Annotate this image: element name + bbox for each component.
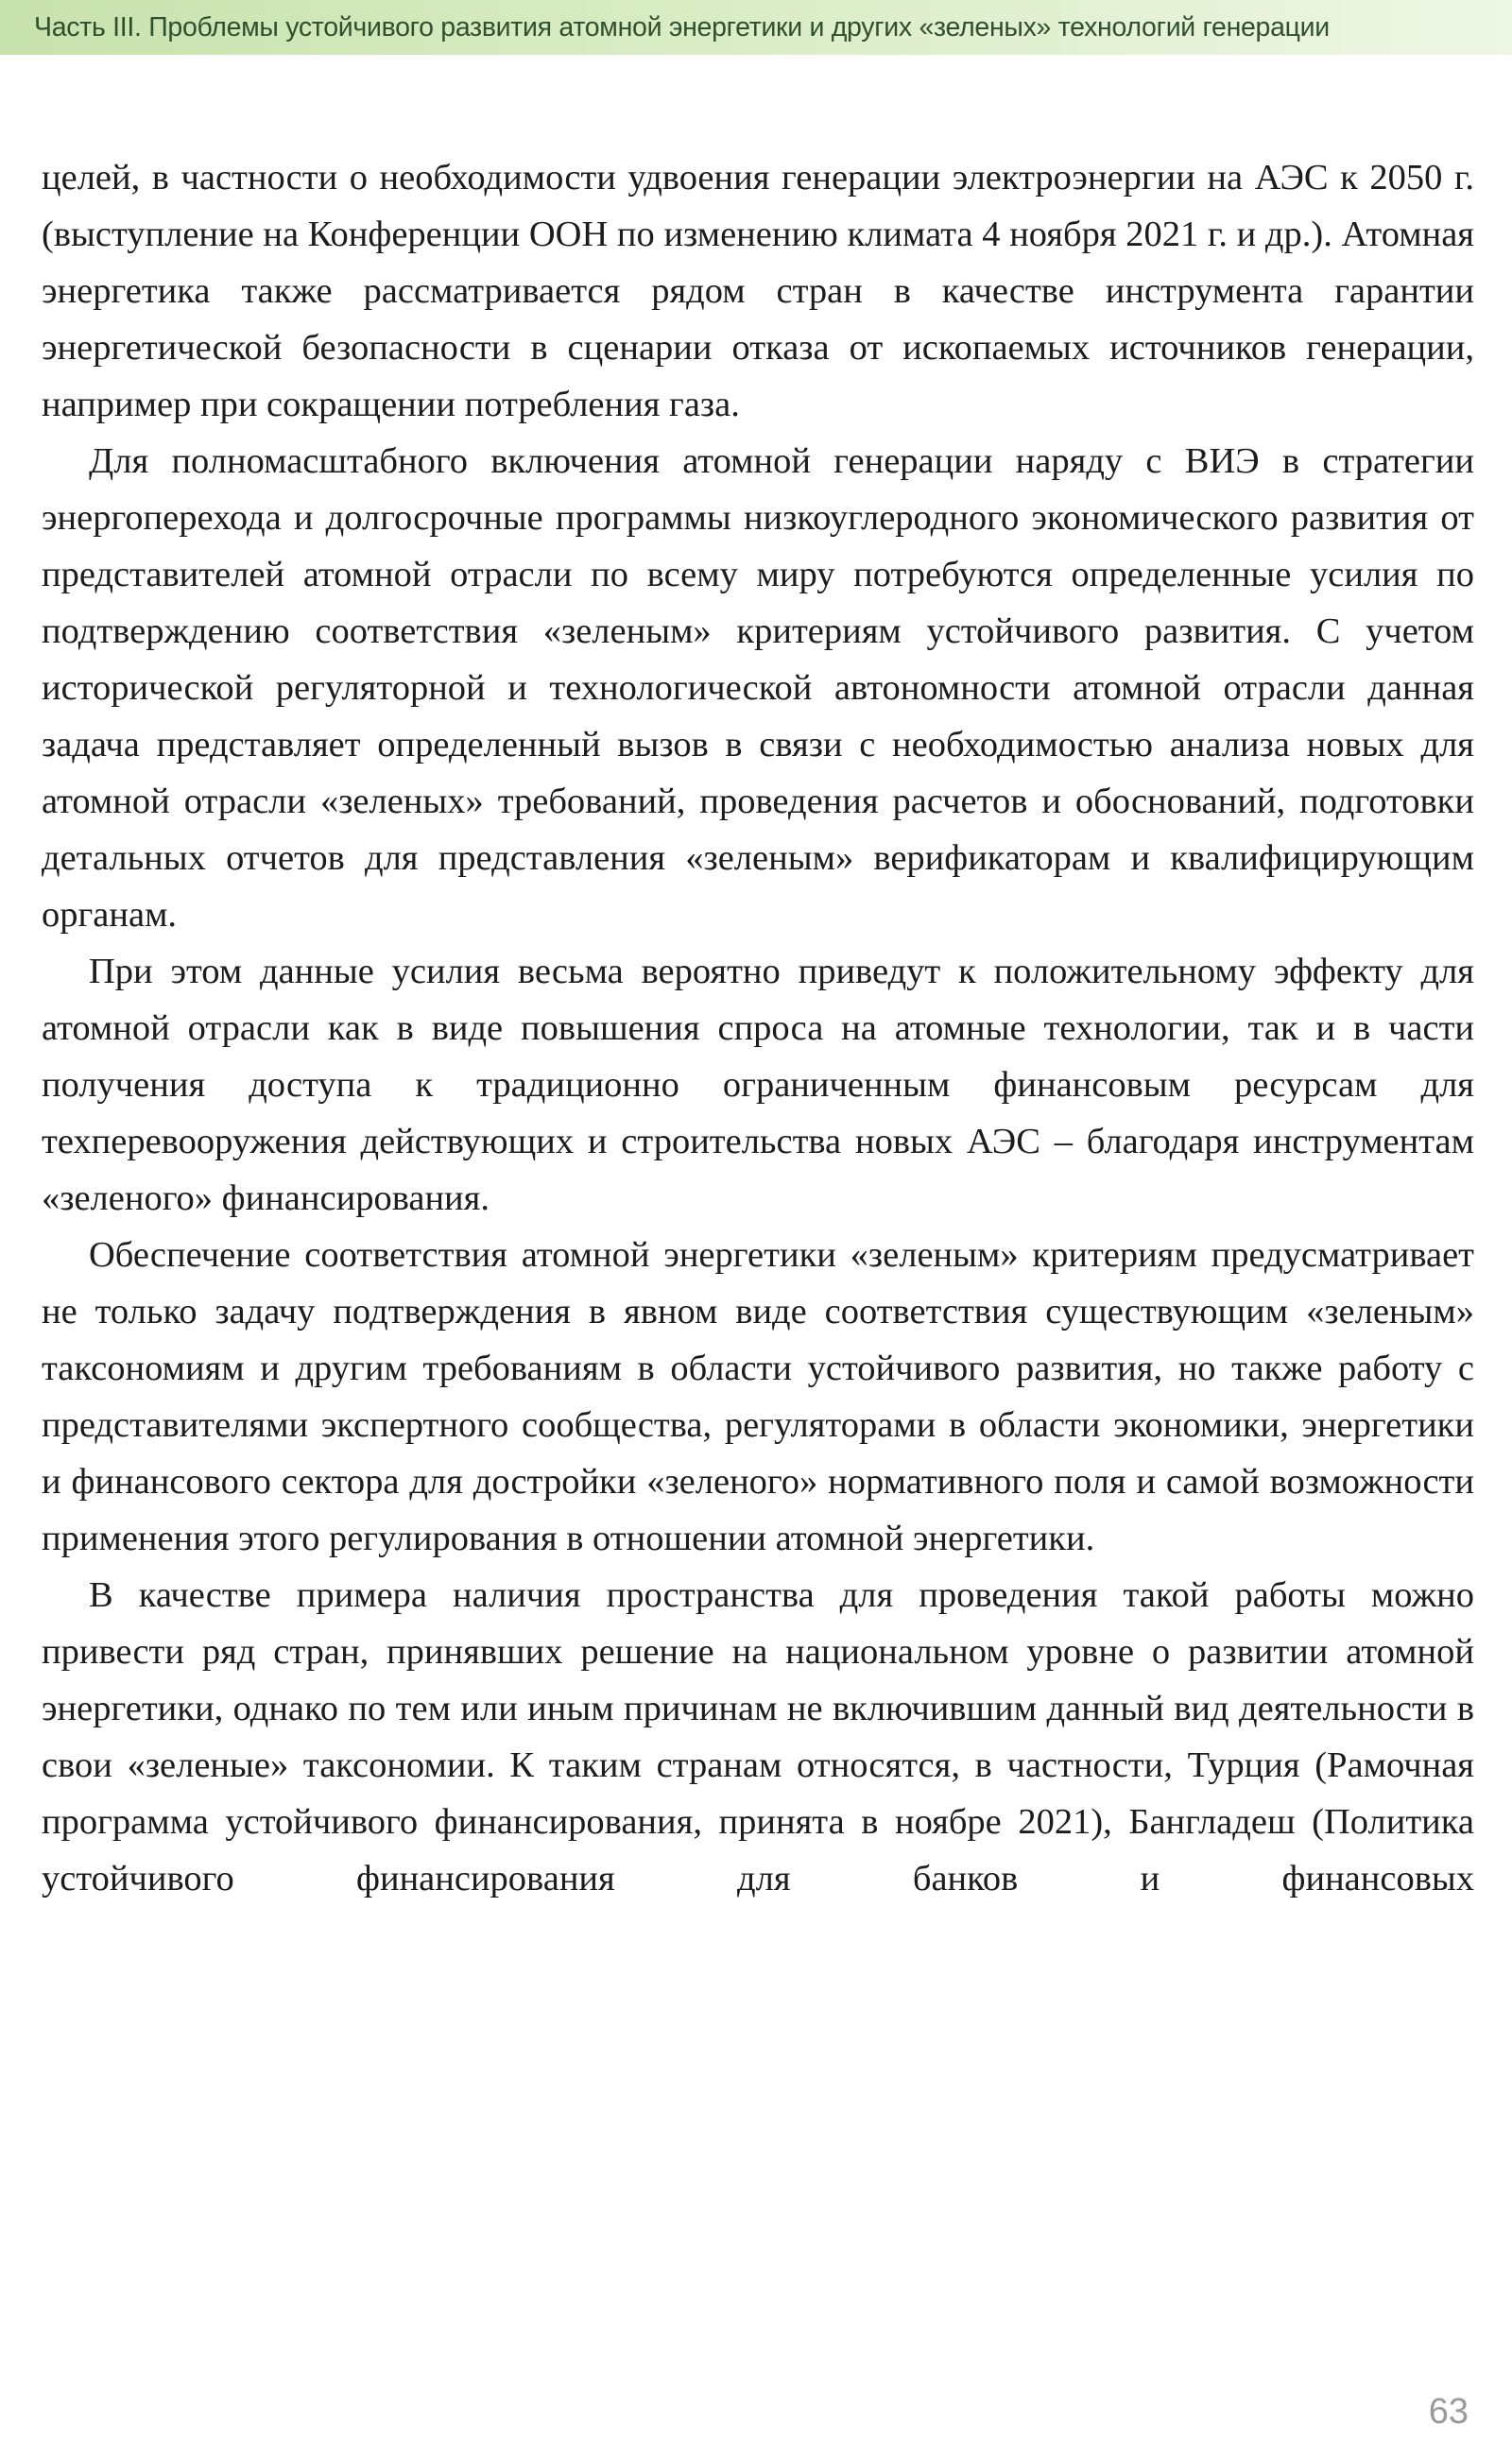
- paragraph-4: Обеспечение соответствия атомной энергетики «зеленым» критериям предусматривает не только задачу подтверждения в явном виде соответствия существующим «зеленым» таксономиям и другим требованиям в области устойчивого развития, но также работу с представителями экспертного сообщества, регуляторами в области экономики, энергетики и финансового сектора для достройки «зеленого» нормативного поля и самой возможности применения этого регулирования в отношении атомной энергетики.: [42, 1235, 1474, 1558]
- running-header-title: Часть III. Проблемы устойчивого развития атомной энергетики и других «зеленых» технологий генерации: [34, 12, 1330, 43]
- paragraph-5: В качестве примера наличия пространства для проведения такой работы можно привести ряд стран, принявших решение на национальном уровне о развитии атомной энергетики, однако по тем или иным причинам не включившим данный вид деятельности в свои «зеленые» таксономии. К таким странам относятся, в частности, Турция (Рамочная программа устойчивого финансирования, принята в ноябре 2021), Бангладеш (Политика устойчивого финансирования для банков и финансовых: [42, 1575, 1474, 1899]
- paragraph-2: Для полномасштабного включения атомной генерации наряду с ВИЭ в стратегии энергоперехода и долгосрочные программы низкоуглеродного экономического развития от представителей атомной отрасли по всему миру потребуются определенные усилия по подтверждению соответствия «зеленым» критериям устойчивого развития. С учетом исторической регуляторной и технологической автономности атомной отрасли данная задача представляет определенный вызов в связи с необходимостью анализа новых для атомной отрасли «зеленых» требований, проведения расчетов и обоснований, подготовки детальных отчетов для представления «зеленым» верификаторам и квалифицирующим органам.: [42, 441, 1474, 935]
- running-header: [0, 0, 1512, 55]
- paragraph-1: целей, в частности о необходимости удвоения генерации электроэнергии на АЭС к 2050 г. (выступление на Конференции ООН по изменению климата 4 ноября 2021 г. и др.). Атомная энергетика также рассматривается рядом стран в качестве инструмента гарантии энергетической безопасности в сценарии отказа от ископаемых источников генерации, например при сокращении потребления газа.: [42, 158, 1474, 424]
- page-number: 63: [1428, 2392, 1469, 2431]
- body-text: [42, 149, 1474, 1907]
- paragraph-3: При этом данные усилия весьма вероятно приведут к положительному эффекту для атомной отрасли как в виде повышения спроса на атомные технологии, так и в части получения доступа к традиционно ограниченным финансовым ресурсам для техперевооружения действующих и строительства новых АЭС – благодаря инструментам «зеленого» финансирования.: [42, 952, 1474, 1218]
